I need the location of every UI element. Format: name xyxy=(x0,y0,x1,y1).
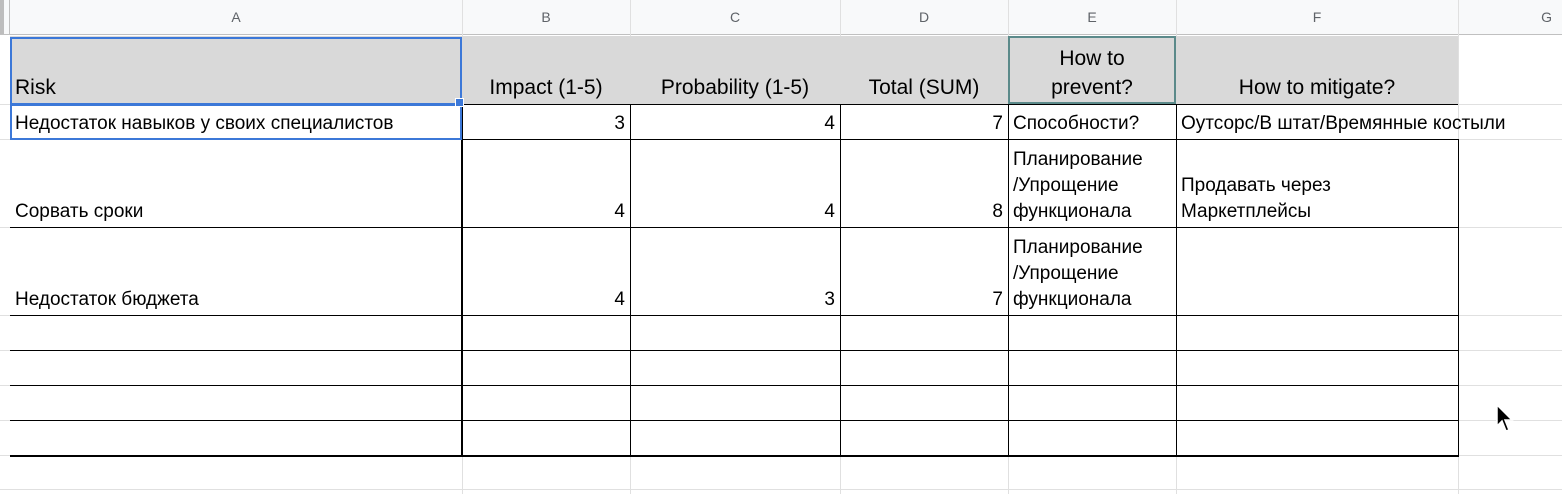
prevent-line: Планирование xyxy=(1013,237,1143,258)
column-header-label: B xyxy=(541,9,551,25)
cell-e1[interactable] xyxy=(1008,36,1176,104)
column-header-a[interactable] xyxy=(10,0,462,35)
cell-c3[interactable] xyxy=(630,139,840,227)
table-border xyxy=(10,104,1458,105)
cell-b2[interactable] xyxy=(462,104,630,139)
table-border xyxy=(10,385,1458,386)
table-border xyxy=(10,139,462,140)
prevent-text: Способности? xyxy=(1013,113,1140,134)
fill-handle[interactable] xyxy=(455,98,464,107)
prevent-line: функционала xyxy=(1013,289,1132,310)
empty-row[interactable] xyxy=(10,420,1458,455)
cell-a1[interactable] xyxy=(10,36,462,104)
column-header-label: G xyxy=(1541,9,1552,25)
cell-c4[interactable] xyxy=(630,227,840,315)
mouse-pointer-icon xyxy=(1496,404,1514,439)
empty-row[interactable] xyxy=(10,350,1458,385)
column-header-label: C xyxy=(729,9,741,25)
prevent-line: /Упрощение xyxy=(1013,175,1119,196)
cell-e3[interactable] xyxy=(1008,139,1176,227)
total-value: 7 xyxy=(992,289,1003,310)
table-border xyxy=(630,104,631,457)
column-header-label: F xyxy=(1312,9,1322,25)
column-header-b[interactable] xyxy=(462,0,630,35)
header-impact: Impact (1-5) xyxy=(489,76,603,99)
table-border xyxy=(840,104,841,457)
risk-text: Недостаток бюджета xyxy=(15,289,199,310)
mitigate-line: Маркетплейсы xyxy=(1181,201,1312,222)
column-header-d[interactable] xyxy=(840,0,1008,35)
mitigate-line: Продавать через xyxy=(1181,175,1331,196)
prevent-line: функционала xyxy=(1013,201,1132,222)
probability-value: 3 xyxy=(824,289,835,310)
column-header-label: A xyxy=(231,9,241,25)
cell-a4[interactable] xyxy=(10,227,462,315)
table-border xyxy=(10,350,1458,351)
mitigate-text: Оутсорс/В штат/Времянные костыли xyxy=(1181,113,1506,134)
risk-text: Недостаток навыков у своих специалистов xyxy=(15,113,394,134)
cell-b1[interactable] xyxy=(462,36,630,104)
header-total: Total (SUM) xyxy=(868,76,980,99)
cell-d1[interactable] xyxy=(840,36,1008,104)
header-prevent-line: prevent? xyxy=(1051,76,1133,99)
prevent-line: Планирование xyxy=(1013,149,1143,170)
probability-value: 4 xyxy=(824,201,835,222)
table-border xyxy=(10,315,1458,316)
table-border xyxy=(10,420,1458,421)
column-header-g[interactable] xyxy=(1458,0,1562,35)
column-header-e[interactable] xyxy=(1008,0,1176,35)
header-risk: Risk xyxy=(15,76,56,99)
column-header-f[interactable] xyxy=(1176,0,1458,35)
table-border xyxy=(10,227,1458,228)
cell-a2[interactable] xyxy=(10,104,462,139)
cell-d2[interactable] xyxy=(840,104,1008,139)
impact-value: 4 xyxy=(614,201,625,222)
risk-text: Сорвать сроки xyxy=(15,201,144,222)
cell-c2[interactable] xyxy=(630,104,840,139)
table-border xyxy=(1458,139,1459,457)
cell-b4[interactable] xyxy=(462,227,630,315)
total-value: 8 xyxy=(992,201,1003,222)
empty-row[interactable] xyxy=(10,385,1458,420)
prevent-line: /Упрощение xyxy=(1013,263,1119,284)
header-prevent-line: How to xyxy=(1059,47,1125,70)
empty-row[interactable] xyxy=(10,315,1458,350)
column-header-label: D xyxy=(918,9,930,25)
table-border xyxy=(1008,104,1009,457)
header-probability: Probability (1-5) xyxy=(660,76,810,99)
cell-f3[interactable] xyxy=(1176,139,1458,227)
column-header-label: E xyxy=(1087,9,1097,25)
cell-f2[interactable] xyxy=(1176,104,1562,139)
impact-value: 4 xyxy=(614,289,625,310)
cell-d4[interactable] xyxy=(840,227,1008,315)
probability-value: 4 xyxy=(824,113,835,134)
table-border xyxy=(1176,104,1177,457)
total-value: 7 xyxy=(992,113,1003,134)
cell-e2[interactable] xyxy=(1008,104,1176,139)
cell-d3[interactable] xyxy=(840,139,1008,227)
cell-f1[interactable] xyxy=(1176,36,1458,104)
table-border xyxy=(10,455,1458,457)
impact-value: 3 xyxy=(614,113,625,134)
cell-f4[interactable] xyxy=(1176,227,1458,315)
select-all-corner[interactable] xyxy=(0,0,10,35)
cell-e4[interactable] xyxy=(1008,227,1176,315)
cell-c1[interactable] xyxy=(630,36,840,104)
header-mitigate: How to mitigate? xyxy=(1238,76,1396,99)
table-border xyxy=(462,139,1458,140)
table-border xyxy=(461,104,463,457)
column-header-c[interactable] xyxy=(630,0,840,35)
cell-a3[interactable] xyxy=(10,139,462,227)
cell-b3[interactable] xyxy=(462,139,630,227)
